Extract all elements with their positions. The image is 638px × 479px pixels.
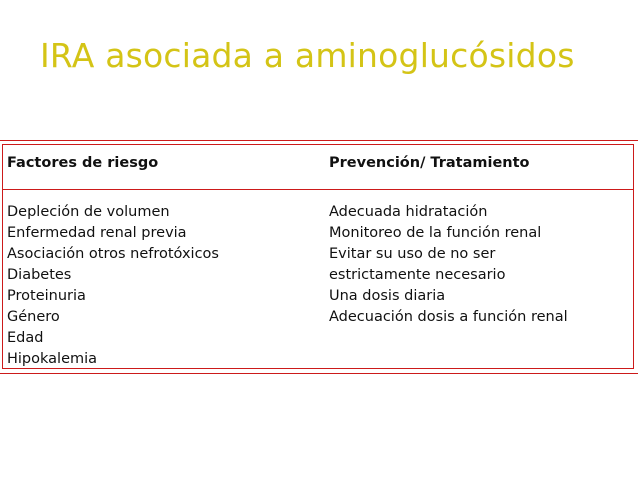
prevention-item: Una dosis diaria — [329, 288, 446, 304]
header-divider — [3, 189, 633, 190]
risk-factor-item: Edad — [7, 330, 44, 346]
risk-factor-item: Asociación otros nefrotóxicos — [7, 246, 219, 262]
risk-factor-item: Diabetes — [7, 267, 72, 283]
header-prevention: Prevención/ Tratamiento — [329, 155, 530, 171]
risk-factor-item: Depleción de volumen — [7, 204, 170, 220]
risk-factor-item: Hipokalemia — [7, 351, 98, 367]
table-frame — [2, 144, 634, 369]
risk-prevention-table — [0, 140, 638, 374]
risk-factor-item: Proteinuria — [7, 288, 86, 304]
prevention-item: Monitoreo de la función renal — [329, 225, 542, 241]
prevention-item: Evitar su uso de no ser — [329, 246, 496, 262]
risk-factor-item: Género — [7, 309, 60, 325]
slide-title: IRA asociada a aminoglucósidos — [40, 36, 575, 75]
prevention-item: Adecuación dosis a función renal — [329, 309, 568, 325]
risk-factors-list — [7, 202, 219, 370]
prevention-item: estrictamente necesario — [329, 267, 506, 283]
prevention-item: Adecuada hidratación — [329, 204, 488, 220]
prevention-list — [329, 202, 568, 328]
header-risk-factors: Factores de riesgo — [7, 155, 159, 171]
risk-factor-item: Enfermedad renal previa — [7, 225, 187, 241]
